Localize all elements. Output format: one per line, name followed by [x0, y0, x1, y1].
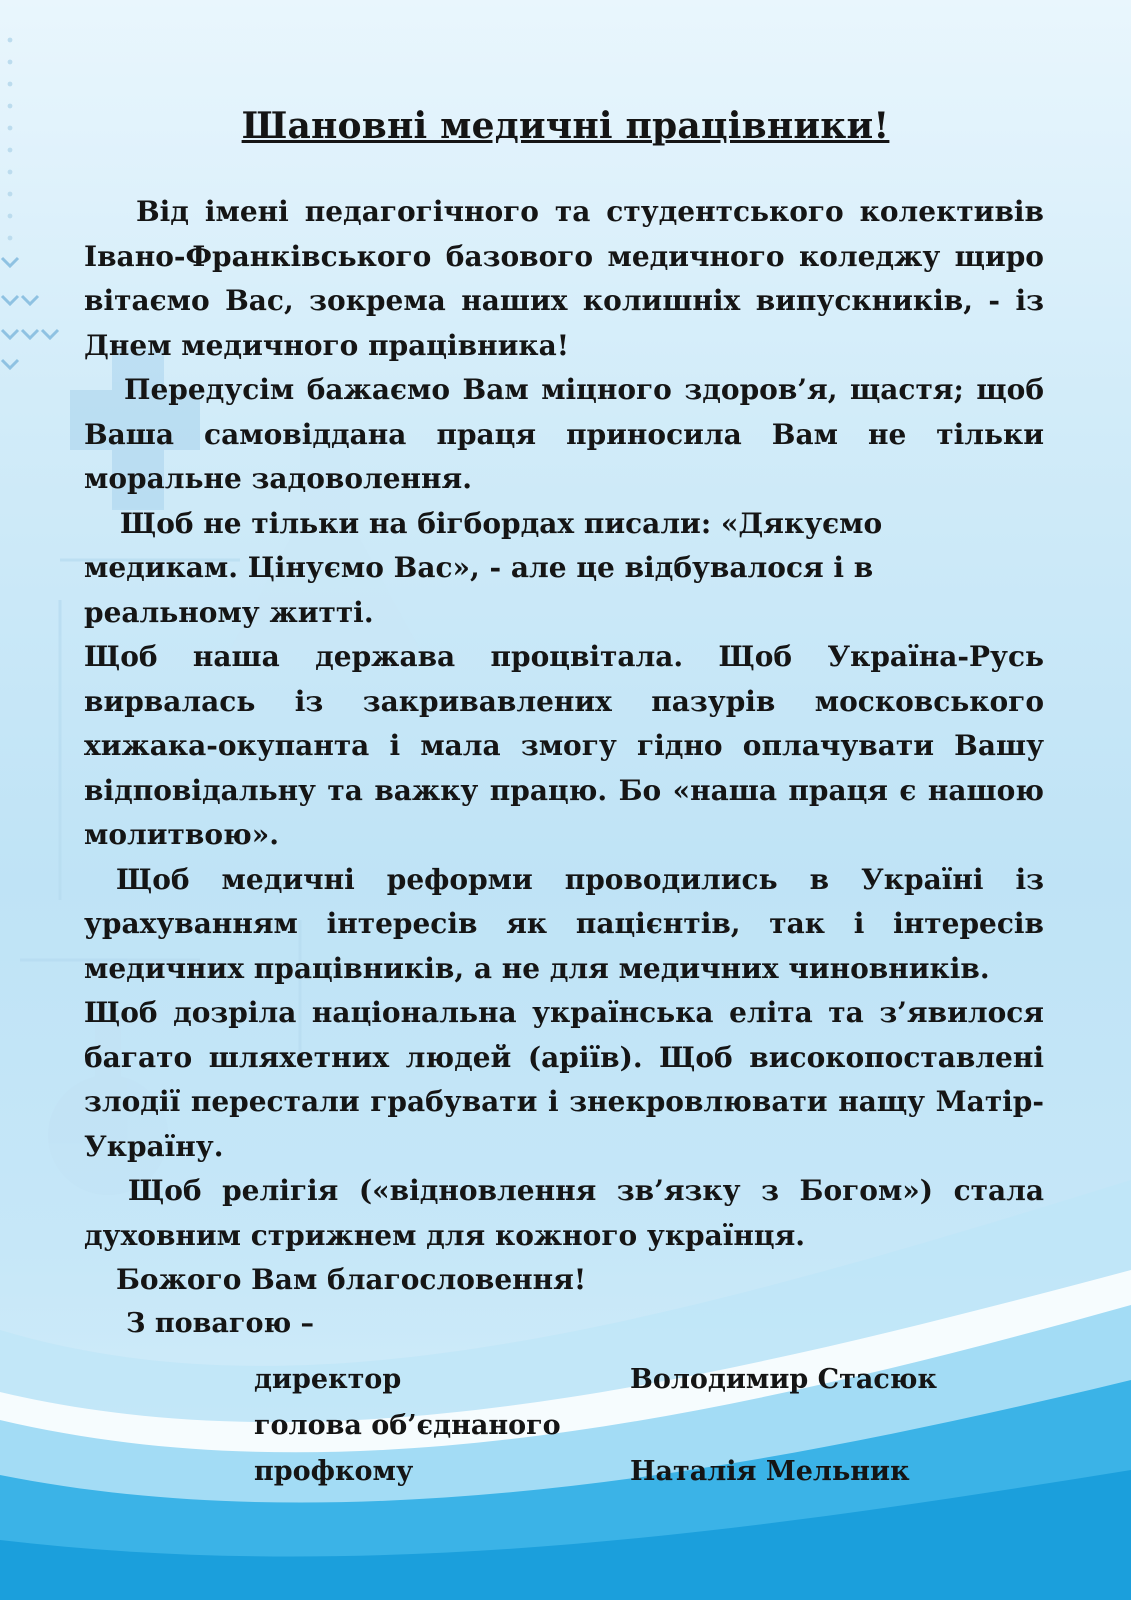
paragraph-wishes: Передусім бажаємо Вам міцного здоров’я, щастя; щоб Ваша самовіддана праця приносила Вам не тільки моральне задоволення.	[84, 373, 1044, 495]
paragraph-religion: Щоб релігія («відновлення зв’язку з Богом») стала духовним стрижнем для кожного українця.	[84, 1174, 1044, 1252]
letter-body	[84, 190, 1044, 1303]
paragraph-state: Щоб наша держава процвітала. Щоб Україна-Русь вирвалась із закривавлених пазурів московського хижака-окупанта і мала змогу гідно оплачувати Вашу відповідальну та важку працю. Бо «наша праця є нашою молитвою».	[84, 640, 1044, 851]
paragraph-blessing: Божого Вам благословення!	[116, 1263, 587, 1296]
signature-role-union-line-2: профкому	[254, 1456, 414, 1487]
signature-role-union-line-1: голова об’єднаного	[254, 1410, 561, 1441]
paragraph-billboards: Щоб не тільки на бігбордах писали: «Дякуємо медикам. Цінуємо Вас», - але це відбувалося і в реальному житті.	[84, 506, 883, 629]
signature-role-director: директор	[254, 1364, 402, 1395]
paragraph-reforms: Щоб медичні реформи проводились в Україні із урахуванням інтересів як пацієнтів, так і інтересів медичних працівників, а не для медичних чиновників.	[84, 862, 1044, 985]
signature-name-union-head: Наталія Мельник	[630, 1456, 910, 1487]
signature-name-director: Володимир Стасюк	[630, 1364, 937, 1395]
paragraph-greeting: Від імені педагогічного та студентського колективів Івано-Франківського базового медичного коледжу щиро вітаємо Вас, зокрема наших колишніх випускників, - із Днем медичного працівника!	[84, 195, 1044, 362]
page-title: Шановні медичні працівники!	[241, 105, 890, 147]
chevron-decoration	[2, 258, 58, 368]
paragraph-elite: Щоб дозріла національна українська еліта та з’явилося багато шляхетних людей (аріїв). Щоб високопоставлені злодії перестали грабувати і знекровлювати нащу Матір-Україну.	[84, 996, 1044, 1163]
signature-regards: З повагою –	[126, 1308, 315, 1339]
